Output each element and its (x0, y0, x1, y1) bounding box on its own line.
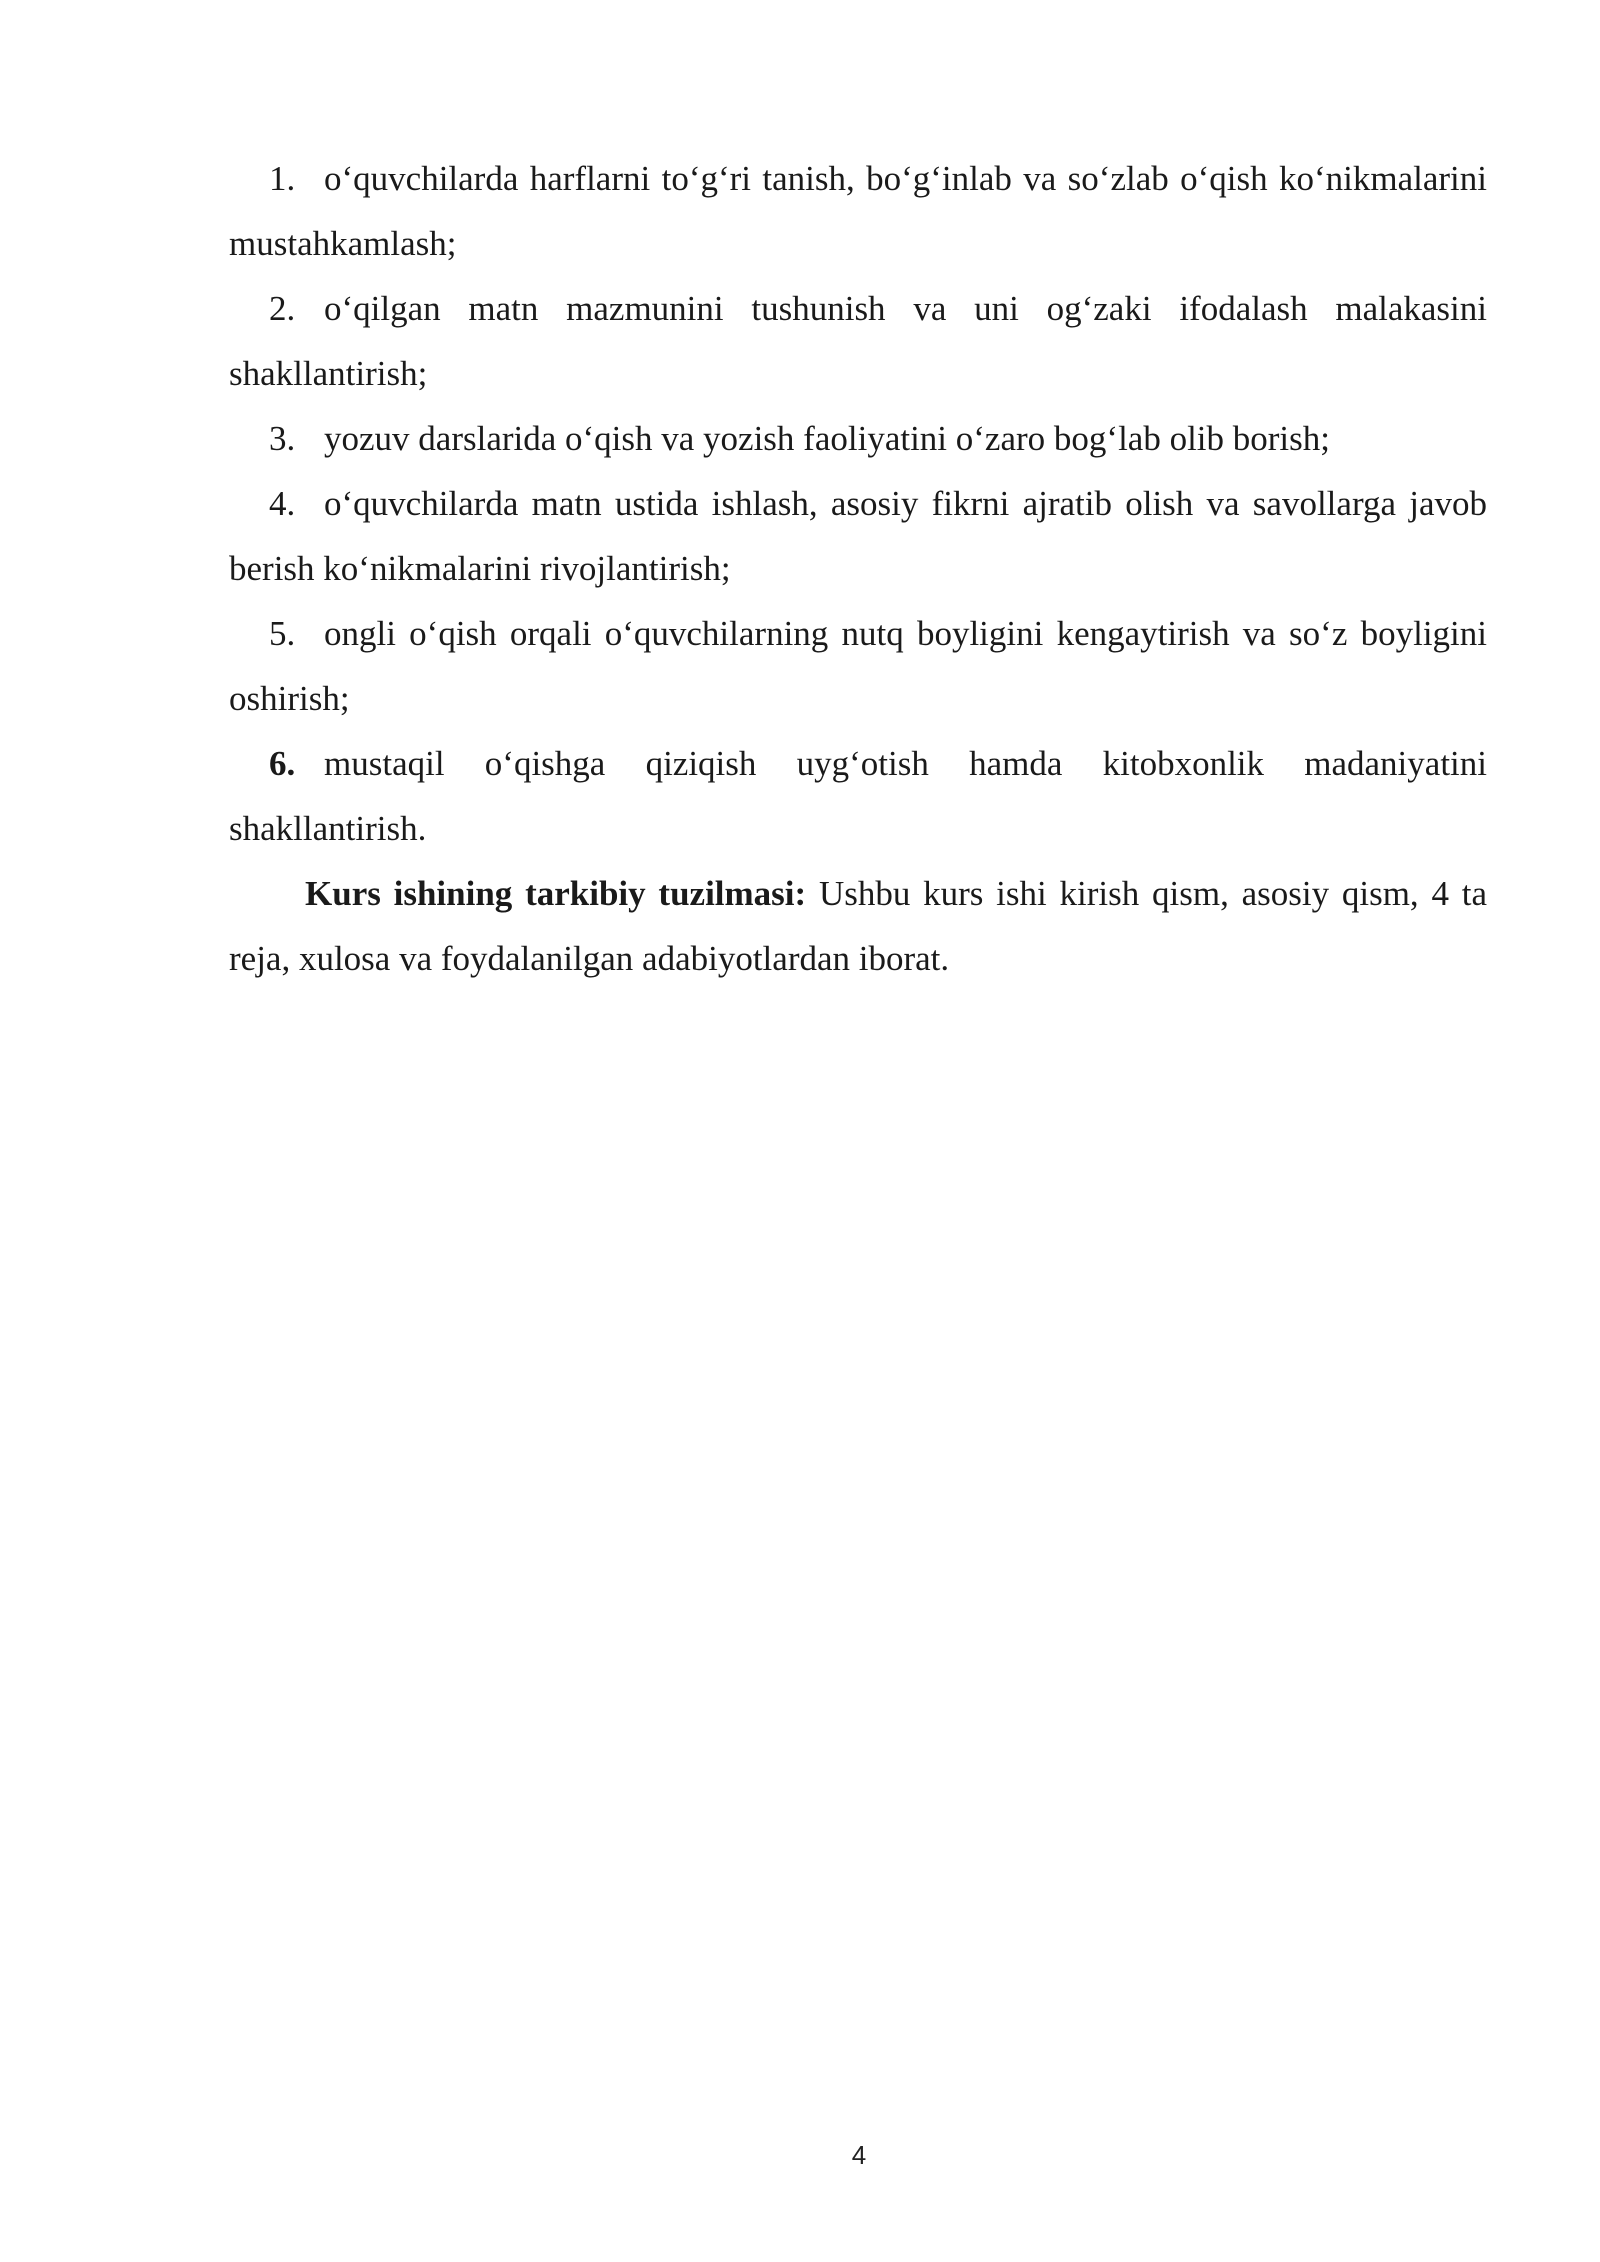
page-number: 4 (851, 2140, 867, 2170)
list-item (229, 146, 1487, 276)
list-item-number: 4. (269, 484, 296, 523)
body-text (229, 146, 1487, 991)
list-item-text: o‘qilgan matn mazmunini tushunish va uni og‘zaki ifodalash malakasini shakllantirish; (229, 289, 1487, 393)
list-item-number: 1. (269, 159, 296, 198)
list-item-number: 2. (269, 289, 296, 328)
list-item-number: 5. (269, 614, 296, 653)
list-item (229, 276, 1487, 406)
list-item-number: 6. (269, 744, 296, 783)
list-item-number: 3. (269, 419, 296, 458)
structure-heading: Kurs ishining tarkibiy tuzilmasi: (305, 874, 807, 913)
structure-paragraph (229, 861, 1487, 991)
list-item-text: mustaqil o‘qishga qiziqish uyg‘otish hamda kitobxonlik madaniyatini shakllantirish. (229, 744, 1487, 848)
list-item-text: ongli o‘qish orqali o‘quvchilarning nutq boyligini kengaytirish va so‘z boyligini oshirish; (229, 614, 1487, 718)
list-item (229, 731, 1487, 861)
list-item-text: o‘quvchilarda matn ustida ishlash, asosiy fikrni ajratib olish va savollarga javob berish ko‘nikmalarini rivojlantirish; (229, 484, 1487, 588)
list-item (229, 471, 1487, 601)
list-item (229, 406, 1487, 471)
list-item-text: o‘quvchilarda harflarni to‘g‘ri tanish, bo‘g‘inlab va so‘zlab o‘qish ko‘nikmalarini mustahkamlash; (229, 159, 1487, 263)
structure-text: Ushbu kurs ishi kirish qism, asosiy qism, 4 ta reja, xulosa va foydalanilgan adabiyotlardan iborat. (229, 874, 1487, 978)
list-item-text: yozuv darslarida o‘qish va yozish faoliyatini o‘zaro bog‘lab olib borish; (324, 419, 1330, 458)
list-item (229, 601, 1487, 731)
